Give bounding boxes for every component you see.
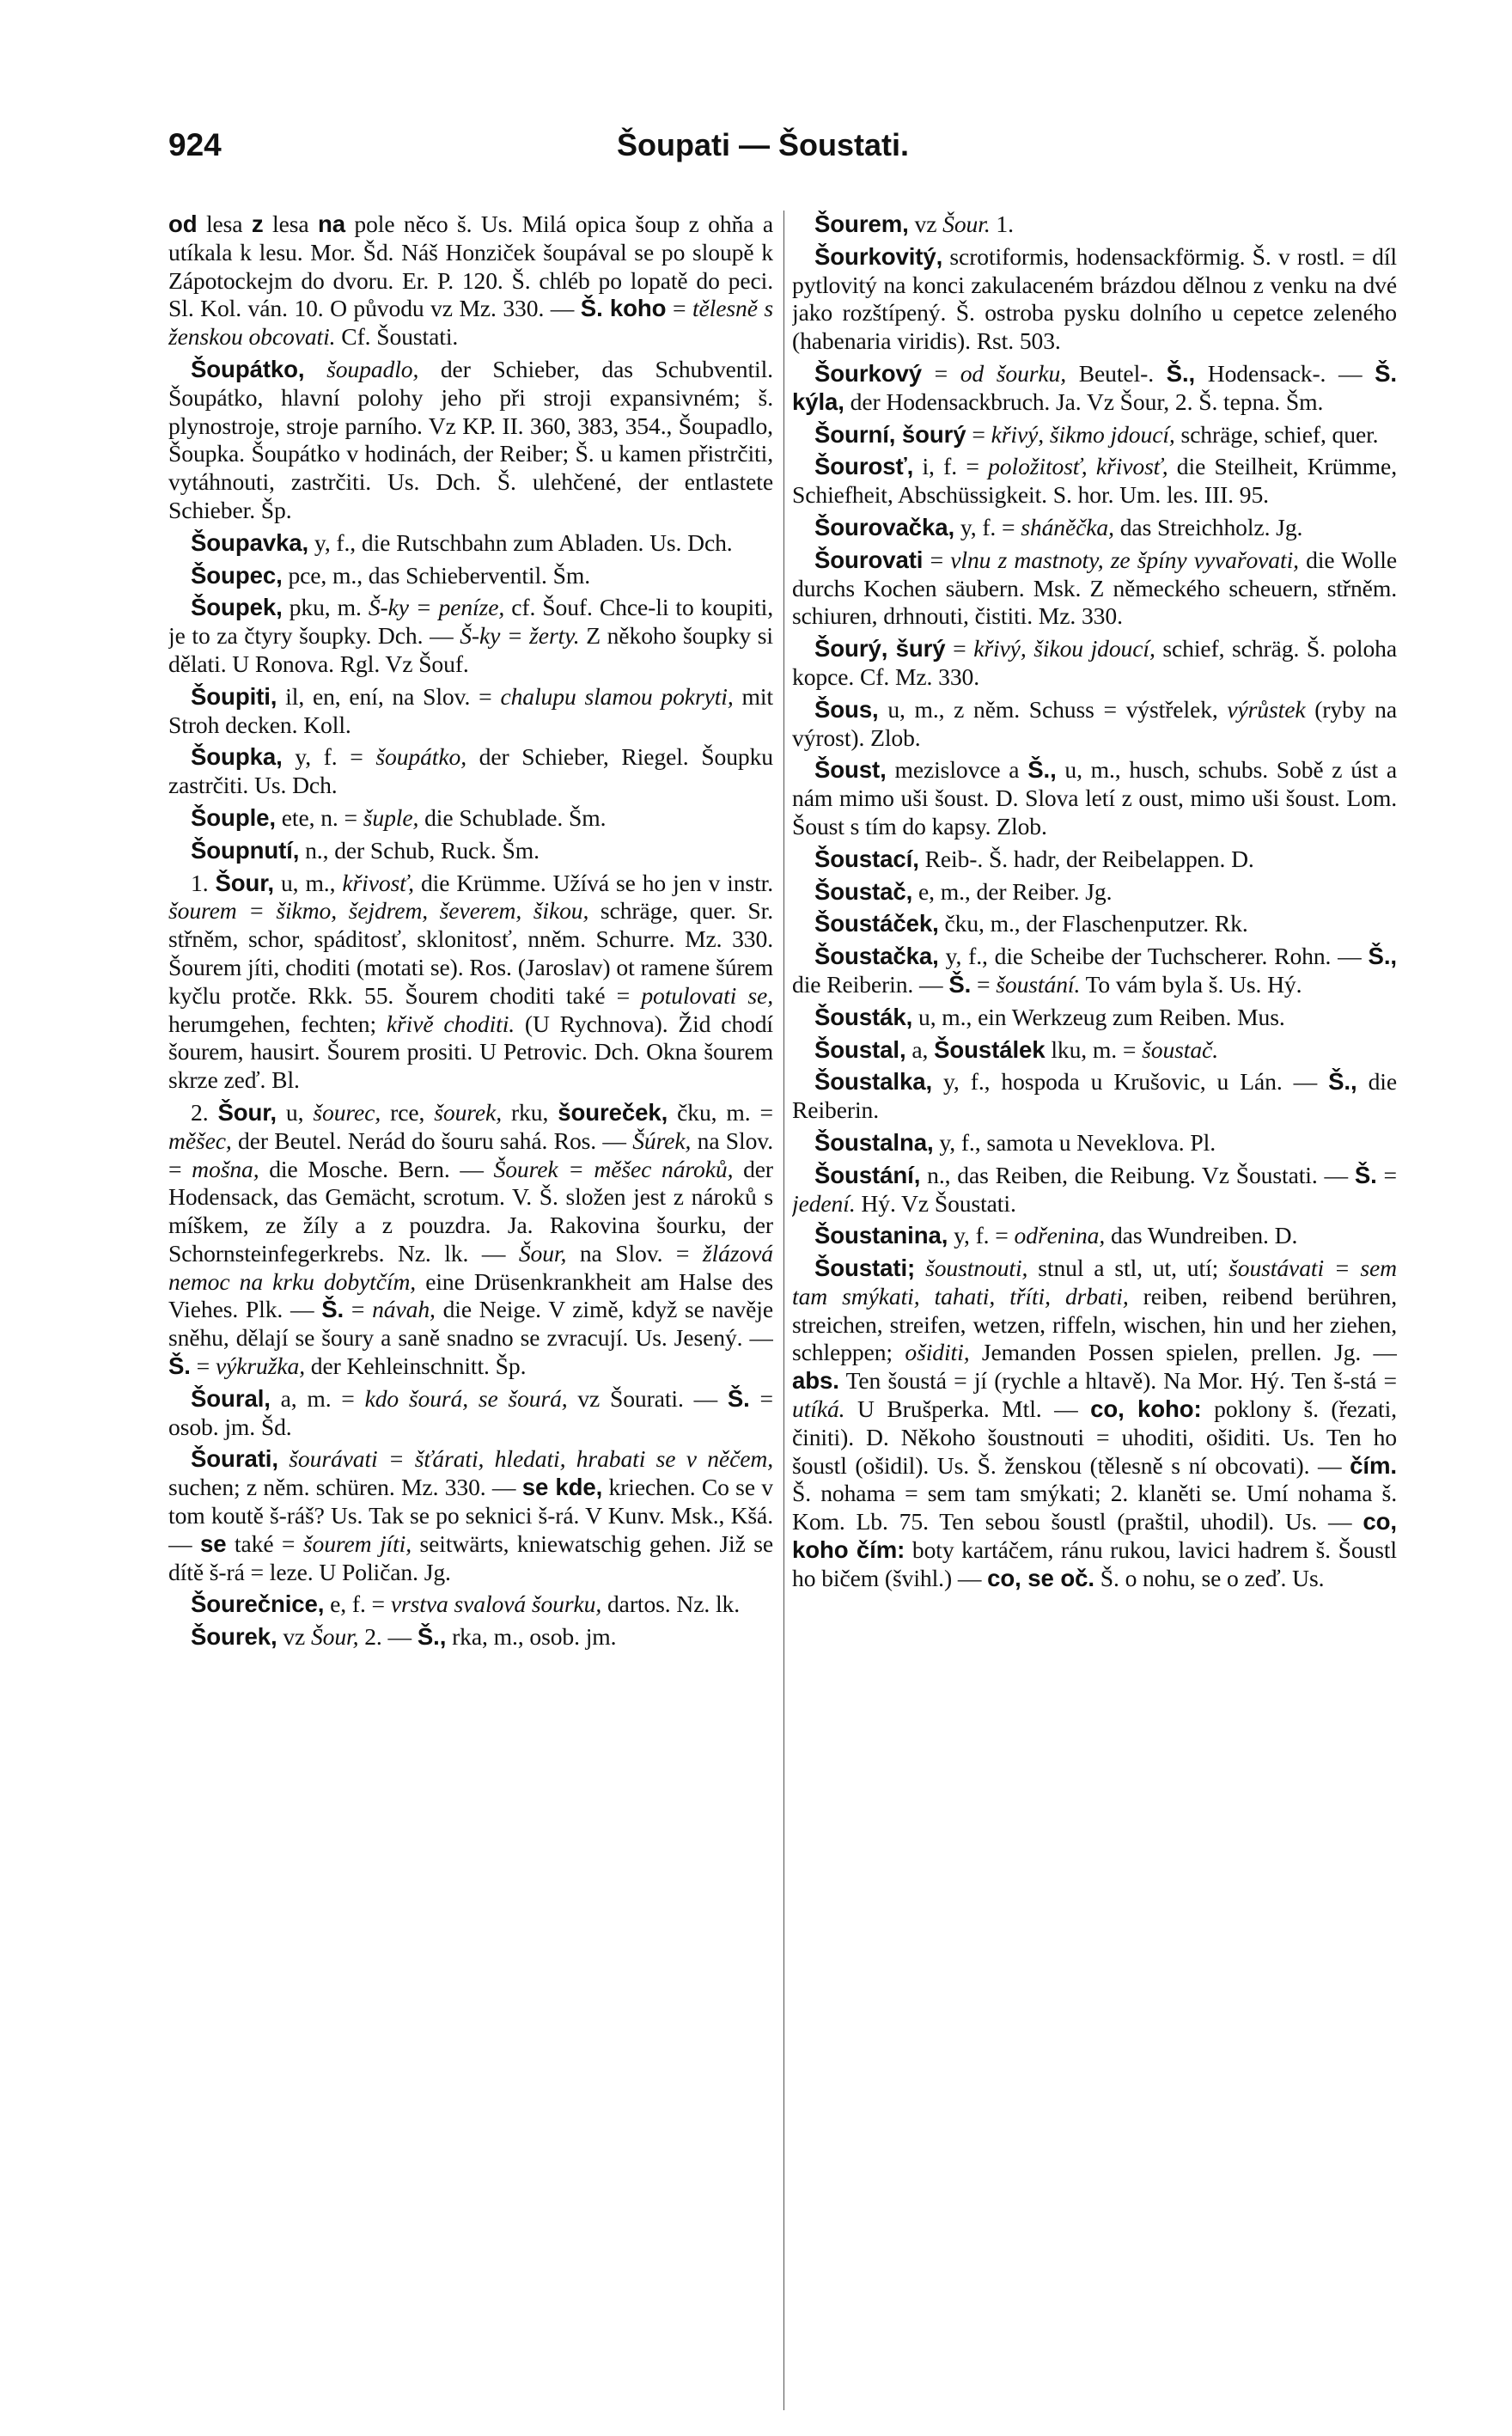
headword: Šoupátko, [191,355,305,382]
italic-gloss: šoustávati = sem tam smýkati, tahati, tříti, drbati, [792,1255,1397,1310]
entry-text: dartos. Nz. lk. [601,1590,741,1618]
entry-text: kriechen. Co se v tom koutě š-ráš? Us. Tak se po seknici š-rá. V Kunv. Msk., Kšá. — [168,1474,773,1557]
italic-gloss: žlázová nemoc na krku dobytčím, [168,1239,773,1295]
headword: Š., [1368,943,1397,970]
entry-text: der Hodensack, das Gemächt, scrotum. V. Š. složen jest z nároků s míškem, ze žíly a z pouzdra. Ja. Rakovina šourku, der Schornsteinfegerkrebs. Nz. lk. — [168,1155,773,1267]
headword: z [251,211,264,237]
entry-text: die Neige. V zimě, když se navěje sněhu, dělají se šoury a saně snadno se zvracují. Us. Jesený. — [168,1296,773,1352]
headword: Šourní, šourý [814,420,966,448]
headword: se kde, [521,1474,603,1501]
dictionary-entry [168,1590,773,1619]
headword: Šourovati [814,546,924,573]
entry-text: y, f. = [948,1222,1015,1249]
entry-text: = osob. jm. Šd. [168,1384,773,1440]
entry-text: na Slov. = [168,1126,773,1182]
headword: od [168,211,198,237]
entry-text: = [945,635,974,662]
entry-text [915,1255,925,1281]
entry-text: schief, schräg. Š. poloha kopce. Cf. Mz. 330. [792,635,1397,690]
entry-text: il, en, ení, na Slov. = [277,682,501,710]
entry-text: die Reiberin. [792,1068,1397,1124]
entry-text: u, m., z něm. Schuss = výstřelek, [878,695,1228,723]
entry-text: rku, [502,1098,558,1126]
headword: Šourkovitý, [814,242,943,270]
dictionary-entry [792,1255,1397,1593]
headword: Š. [948,970,972,998]
headword: Šoustáček, [814,910,939,937]
entry-text: Hodensack-. — [1195,359,1375,387]
headword: Šoustačka, [814,943,939,970]
entry-text: das Wundreiben. D. [1105,1222,1298,1249]
entry-text: U Brušperka. Mtl. — [844,1395,1091,1423]
headword: Š. [1354,1161,1377,1188]
entry-text: die Wolle durchs Kochen säubern. Msk. Z německého scheuern, střněm. schiuren, drhnouti, čistiti. Mz. 330. [792,546,1397,630]
headword: Šourečnice, [191,1590,325,1618]
headword: šoureček, [558,1098,668,1126]
italic-gloss: jedení. [792,1189,856,1217]
entry-text: die Steilheit, Krümme, Schiefheit, Abschüssigkeit. S. hor. Um. les. III. 95. [792,453,1397,509]
headword: Š., [417,1623,447,1651]
headword: abs. [792,1367,839,1395]
italic-gloss: křivý, šikmo jdoucí, [991,420,1175,448]
entry-text: die Schublade. Šm. [418,803,607,831]
dictionary-entry [792,696,1397,753]
entry-text: der Schieber, das Schubventil. Šoupátko, hlavní polohy jeho při stroji expansivném; š. plynostroje, stroje parního. Vz KP. II. 360, 383, 354., Šoupadlo, Šoupka. Šoupátko v hodinách, der Reiber; Š. u kamen přistrčiti, vytáhnouti, zastrčiti. Us. Dch. Š. ulehčené, der entlastete Schieber. Šp. [168,355,773,523]
entry-text: rce, [381,1098,435,1126]
dictionary-entry [792,846,1397,874]
entry-text: schräge, schief, quer. [1174,420,1379,448]
entry-text: n., das Reiben, die Reibung. Vz Šoustati. — [920,1161,1355,1188]
headword: Šoustanina, [814,1222,948,1249]
entry-text: suchen; z něm. schüren. Mz. 330. — [168,1474,522,1501]
dictionary-entry [792,1222,1397,1250]
entry-text: 1. [191,869,216,896]
dictionary-entry [168,743,773,800]
entry-text: pce, m., das Schieberventil. Šm. [282,561,591,589]
dictionary-entry [168,683,773,740]
headword: Š. [727,1384,750,1412]
italic-gloss: šourec, [313,1098,381,1126]
italic-gloss: křivý, šikou jdoucí, [973,635,1155,662]
dictionary-entry [792,910,1397,938]
headword: čím. [1350,1451,1397,1479]
italic-gloss: křivosť, [342,869,414,896]
italic-gloss: utíká. [792,1395,845,1423]
dictionary-entry [168,804,773,833]
headword: Š., [1027,756,1057,784]
entry-text: (U Rychnova). Žid chodí šourem, hausirt. Šourem prositi. U Petrovic. Dch. Okna šourem skrze zeď. Bl. [168,1010,773,1094]
headword: Šoustání, [814,1161,921,1188]
dictionary-entry [792,1036,1397,1065]
entry-text: herumgehen, fechten; [168,1010,387,1037]
entry-text: na Slov. = [566,1239,703,1267]
headword: Š. [168,1352,191,1380]
entry-text: = [923,546,951,573]
entry-text: = [921,359,960,387]
headword: Š. koho [580,295,667,322]
dictionary-entry [168,211,773,351]
entry-text: a, [905,1035,935,1063]
dictionary-entry [792,943,1397,999]
headword: se [199,1529,227,1557]
entry-text: 1. [990,211,1014,237]
headword: Šoustalka, [814,1068,933,1096]
italic-gloss: šourem jíti, [302,1529,412,1557]
entry-text: scrotiformis, hodensackförmig. Š. v rostl. = díl pytlovitý na konci zakulaceném brázdou dělnou z venku na dvé jako rozštípený. Š. ostroba pysku dolního u cepetce zeleného (habenaria viridis). Rst. 503. [792,242,1397,355]
left-column [168,211,773,2410]
italic-gloss: návah, [372,1296,436,1323]
entry-text: = [971,970,997,998]
headword: na [317,211,345,237]
headword: Šourkový [814,359,922,387]
right-column [792,211,1397,2410]
entry-text: (ryby na výrost). Zlob. [792,695,1397,751]
headword: Šourem, [814,211,909,237]
italic-gloss: Šourek = měšec nároků, [493,1155,734,1182]
italic-gloss: ošiditi, [905,1339,970,1366]
headword: Šoural, [191,1384,271,1412]
entry-text: pole něco š. Us. Milá opica šoup z ohňa a utíkala k lesu. Mor. Šd. Náš Honziček šoupával se po sloupě k Zápotockejm do dvoru. Er. P. 120. Š. chléb po lopatě do peci. Sl. Kol. ván. 10. O původu vz Mz. 330. — [168,211,773,322]
headword: Šoupnutí, [191,836,300,864]
dictionary-entry [792,1068,1397,1125]
dictionary-entry [792,514,1397,542]
entry-text: Cf. Šoustati. [335,323,459,351]
italic-gloss: šourem = šikmo, šejdrem, ševerem, šikou, [168,897,589,925]
entry-text: také = [226,1529,303,1557]
dictionary-entry [168,870,773,1095]
entry-text: 2. — [358,1623,418,1651]
entry-text: Š. o nohu, se o zeď. Us. [1094,1564,1325,1591]
italic-gloss: výkružka, [215,1352,305,1380]
italic-gloss: od šourku, [960,359,1067,387]
entry-text: die Krümme. Užívá se ho jen v instr. [413,869,773,896]
entry-text: Beutel-. [1066,359,1167,387]
dictionary-entry [168,1445,773,1586]
column-divider [783,211,784,2410]
dictionary-entry [168,356,773,525]
italic-gloss: Šour, [310,1623,359,1651]
dictionary-entry [792,421,1397,449]
italic-gloss: šoustnouti, [925,1255,1028,1282]
entry-text: u, m., husch, schubs. Sobě z úst a nám mimo uši šoust. D. Slova letí z oust, mimo uši šoust. Lom. Šoust s tím do kapsy. Zlob. [792,756,1397,839]
entry-text: Jemanden Possen spielen, prellen. Jg. — [969,1339,1397,1366]
italic-gloss: výrůstek [1227,695,1306,723]
entry-text: der Kehleinschnitt. Šp. [305,1352,527,1380]
headword: Šoupiti, [191,682,277,710]
entry-text: a, m. = [270,1384,365,1412]
italic-gloss: tělesně s ženskou obcovati. [168,295,773,351]
headword: Š., [1328,1068,1357,1096]
entry-text: boty kartáčem, ránu rukou, lavici hadrem š. Šoustl ho bičem (švihl.) — [792,1536,1397,1591]
entry-text: u, m., ein Werkzeug zum Reiben. Mus. [912,1003,1285,1030]
headword: Šoustalna, [814,1128,934,1156]
dictionary-entry [792,1004,1397,1032]
italic-gloss: šoustač. [1142,1035,1219,1063]
page-header [168,127,1357,179]
entry-text: poklony š. (řezati, činiti). D. Někoho šoustnouti = uhoditi, ošiditi. Us. Ten ho šoustl (ošidil). Us. Š. ženskou (tělesně s ní obcovati). — [792,1395,1397,1479]
entry-text: u, [276,1098,314,1126]
entry-text: = [1376,1161,1397,1188]
page-number: 924 [168,127,222,162]
dictionary-entry [792,635,1397,692]
entry-text: = [666,295,692,322]
entry-text: der Hodensackbruch. Ja. Vz Šour, 2. Š. tepna. Šm. [844,388,1324,415]
entry-text: stnul a stl, ut, utí; [1027,1255,1229,1282]
entry-text: schräge, quer. Sr. střněm, schor, spáditosť, sklonitosť, nněm. Schurre. Mz. 330. Šourem jíti, choditi (motati se). Ros. (Jaroslav) ot ramene šúrem kyčlu protče. Rkk. 55. Šourem choditi také = [168,897,773,1009]
entry-text: pku, m. [282,594,369,621]
running-head: Šoupati — Šoustati. [616,127,909,162]
dictionary-entry [168,594,773,678]
entry-text: u, m., [273,869,343,896]
entry-text: Z někoho šoupky si dělati. U Ronova. Rgl. Vz Šouf. [168,622,773,677]
italic-gloss: Šour. [942,211,991,237]
entry-text: seitwärts, kniewatschig gehen. Již se dítě š-rá = leze. U Poličan. Jg. [168,1529,773,1585]
entry-text: lesa [197,211,252,237]
headword: Šour, [215,869,274,896]
entry-text: y, f., samota u Neveklova. Pl. [933,1128,1216,1156]
entry-text: lesa [263,211,318,237]
entry-text: vz Šourati. — [567,1384,728,1412]
dictionary-entry [168,837,773,865]
italic-gloss: mošna, [192,1155,259,1182]
italic-gloss: šoupadlo, [326,355,419,382]
headword: co, koho čím: [792,1508,1397,1564]
headword: Šour, [217,1098,277,1126]
headword: Šousták, [814,1003,913,1030]
dictionary-entry [792,878,1397,907]
dictionary-entry [792,243,1397,356]
headword: Šous, [814,695,879,723]
entry-text: der Beutel. Nerád do šouru sahá. Ros. — [231,1126,633,1154]
headword: Šoupavka, [191,528,309,556]
headword: Šoupek, [191,594,283,621]
headword: Šoustací, [814,845,919,872]
entry-text: mezislovce a [886,756,1028,784]
entry-text: reiben, reibend berühren, streichen, streifen, wetzen, riffeln, wischen, hin und her ziehen, schleppen; [792,1282,1397,1366]
italic-gloss: šuple, [363,803,419,831]
italic-gloss: chalupu slamou pokryti, [500,682,734,710]
dictionary-entry [792,546,1397,631]
headword: Šourovačka, [814,513,955,540]
entry-text: rka, m., osob. jm. [446,1623,617,1651]
italic-gloss: vlnu z mastnoty, ze špíny vyvařovati, [950,546,1299,573]
dictionary-entry [168,529,773,558]
entry-text: das Streichholz. Jg. [1113,513,1303,540]
dictionary-entry [792,453,1397,510]
italic-gloss: sháněčka, [1021,513,1114,540]
italic-gloss: položitosť, křivosť, [988,453,1168,480]
italic-gloss: šourávati = šťárati, hledati, hrabati se v něčem, [289,1445,773,1473]
headword: Šourý, šurý [814,635,946,662]
entry-text: = [344,1296,373,1323]
entry-text: y, f., hospoda u Krušovic, u Lán. — [932,1068,1329,1096]
entry-text: e, f. = [324,1590,391,1618]
italic-gloss: Š-ky = peníze, [368,594,505,621]
entry-text: Hý. Vz Šoustati. [855,1189,1016,1217]
entry-text: y, f. = [954,513,1021,540]
entry-text: ete, n. = [275,803,363,831]
dictionary-entry [792,360,1397,417]
headword: Š., [1166,359,1196,387]
headword: Šoupka, [191,743,283,771]
headword: Šourati, [191,1445,278,1473]
italic-gloss: Šúrek, [632,1126,692,1154]
dictionary-entry [168,1099,773,1381]
entry-text: To vám byla š. Us. Hý. [1080,970,1302,998]
entry-text: = [966,420,991,448]
italic-gloss: Šour, [518,1239,567,1267]
entry-text: čku, m. = [668,1098,773,1126]
headword: Šoust, [814,756,887,784]
entry-text: die Mosche. Bern. — [259,1155,494,1182]
headword: Š. [321,1296,344,1323]
italic-gloss: šourek, [434,1098,502,1126]
headword: co, se oč. [987,1564,1094,1591]
headword: Šoustal, [814,1035,906,1063]
headword: Šourek, [191,1623,277,1651]
headword: Š. kýla, [792,359,1397,415]
entry-text: Ten šoustá = jí (rychle a hltavě). Na Mor. Hý. Ten š-stá = [838,1367,1397,1395]
headword: Šoupec, [191,561,283,589]
headword: Šourosť, [814,453,914,480]
entry-text: = [190,1352,216,1380]
headword: co, koho: [1090,1395,1202,1423]
entry-text [278,1445,289,1472]
entry-text: 2. [191,1098,218,1126]
entry-text: n., der Schub, Ruck. Šm. [299,836,540,864]
entry-text: e, m., der Reiber. Jg. [912,877,1113,905]
italic-gloss: vrstva svalová šourku, [390,1590,602,1618]
entry-text: der Schieber, Riegel. Šoupku zastrčiti. Us. Dch. [168,743,773,799]
entry-text: mit Stroh decken. Koll. [168,682,773,738]
dictionary-entry [792,756,1397,840]
italic-gloss: kdo šourá, se šourá, [364,1384,568,1412]
italic-gloss: měšec, [168,1126,232,1154]
entry-text: eine Drüsenkrankheit am Halse des Viehes. Plk. — [168,1267,773,1323]
entry-text [304,356,326,382]
dictionary-entry [168,562,773,590]
dictionary-entry [792,211,1397,239]
entry-text: Reib-. Š. hadr, der Reibelappen. D. [918,845,1254,872]
italic-gloss: potulovati se, [641,981,773,1009]
entry-text: die Reiberin. — [792,970,949,998]
entry-text: vz [277,1623,311,1651]
entry-text: i, f. = [913,453,989,480]
entry-text: čku, m., der Flaschenputzer. Rk. [938,910,1248,937]
headword: Šoustati; [814,1255,916,1282]
entry-text: vz [908,211,943,237]
italic-gloss: šoupátko, [375,743,466,771]
entry-text: y, f. = [282,743,376,771]
entry-text: Š. nohama = sem tam smýkati; 2. klaněti se. Umí nohama š. Kom. Lb. 75. Ten sebou šoustl (praštil, uhodil). Us. — [792,1480,1397,1535]
entry-text: cf. Šouf. Chce-li to koupiti, je to za čtyry šoupky. Dch. — [168,594,773,650]
italic-gloss: křivě choditi. [386,1010,515,1037]
headword: Šoustálek [934,1035,1046,1063]
italic-gloss: šoustání. [996,970,1081,998]
dictionary-entry [168,1385,773,1442]
entry-text: lku, m. = [1045,1035,1143,1063]
dictionary-entry [168,1623,773,1651]
entry-text: y, f., die Rutschbahn zum Abladen. Us. Dch. [308,528,733,556]
headword: Šouple, [191,803,276,831]
dictionary-entry [792,1162,1397,1218]
entry-text: y, f., die Scheibe der Tuchscherer. Rohn. — [938,943,1369,970]
italic-gloss: odřenina, [1014,1222,1106,1249]
headword: Šoustač, [814,877,913,905]
dictionary-entry [792,1129,1397,1157]
italic-gloss: Š-ky = žerty. [460,622,580,650]
